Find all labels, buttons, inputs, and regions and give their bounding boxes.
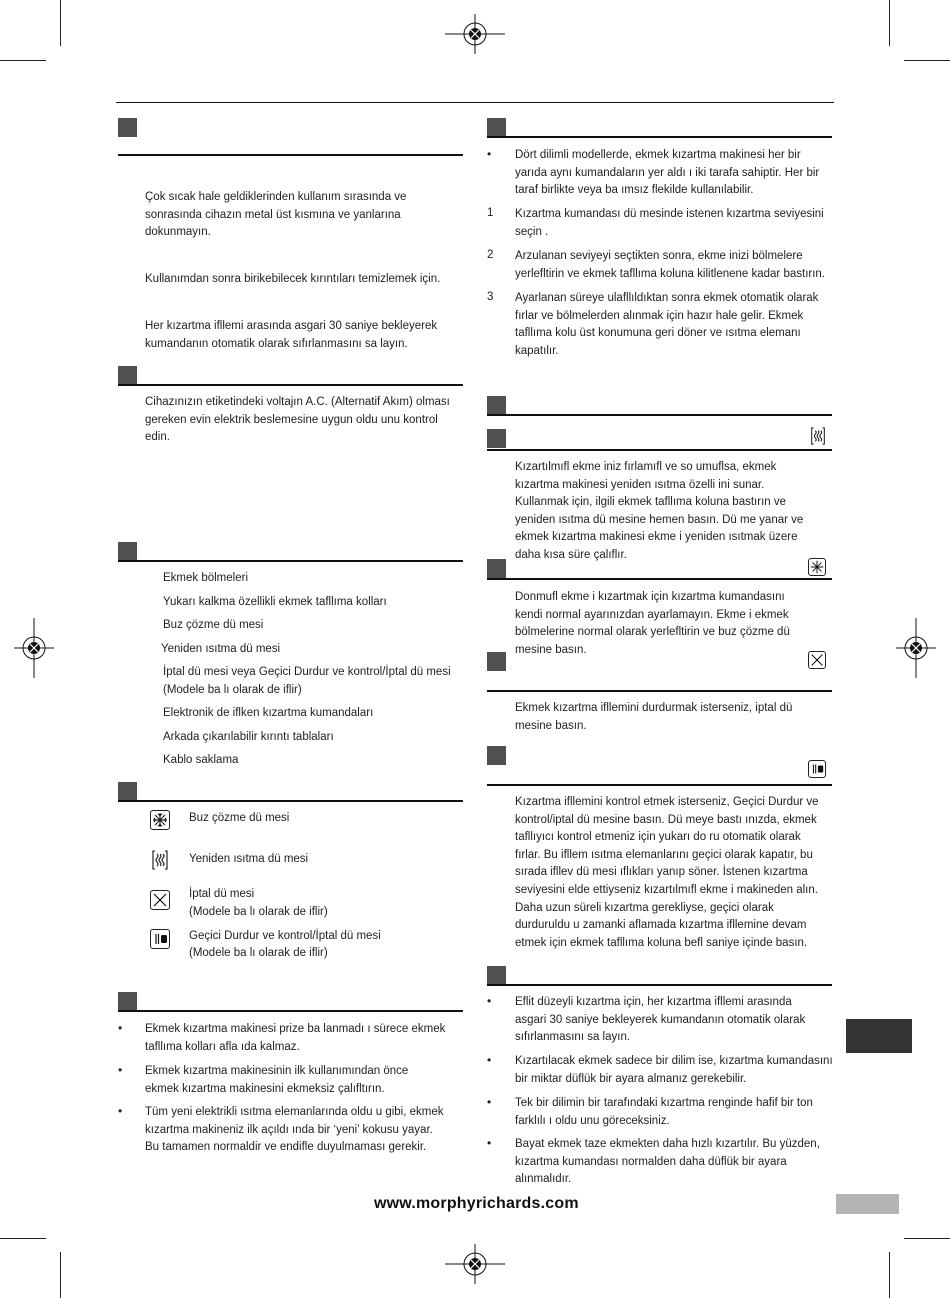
section-rule bbox=[118, 800, 463, 802]
page-number-tab bbox=[836, 1194, 899, 1214]
feature-item: Arkada çıkarılabilir kırıntı tablaları bbox=[163, 731, 334, 743]
section-marker bbox=[118, 542, 137, 561]
section-marker bbox=[118, 366, 137, 385]
feature-item: Elektronik de iflken kızartma kumandaları bbox=[163, 707, 374, 719]
section-marker bbox=[487, 966, 506, 985]
registration-mark-icon bbox=[445, 1244, 505, 1284]
section-marker bbox=[118, 782, 137, 801]
icon-label: Geçici Durdur ve kontrol/İptal dü mesi bbox=[189, 930, 381, 942]
crop-mark bbox=[60, 1252, 61, 1298]
paragraph: Cihazınızın etiketindeki voltajın A.C. (Alternatif Akım) olması gereken evin elektrik beslemesine uygun oldu unu kontrol edin. bbox=[145, 396, 450, 444]
bullet-text: Ekmek kızartma makinesi prize ba lanmadı ı sürece ekmek tafllıma kolları afla ıda kalmaz. bbox=[145, 1023, 446, 1053]
bullet-text: Ekmek kızartma makinesinin ilk kullanımından önce ekmek kızartma makinesini ekmeksiz çalıfltırın. bbox=[145, 1065, 409, 1095]
section-marker bbox=[487, 652, 506, 671]
section-rule bbox=[118, 560, 463, 562]
bullet-text: Eflit düzeyli kızartma için, her kızartma ifllemi arasında asgari 30 saniye bekleyerek kumandanın otomatik olarak sıfırlanmasını sa layın. bbox=[515, 996, 806, 1044]
paragraph: Kullanımdan sonra birikebilecek kırıntıları temizlemek için. bbox=[145, 273, 441, 285]
reheat-icon bbox=[150, 849, 170, 871]
feature-item: Yeniden ısıtma dü mesi bbox=[161, 643, 281, 655]
section-rule bbox=[118, 384, 463, 386]
section-rule bbox=[487, 784, 832, 786]
crop-mark bbox=[904, 1238, 950, 1239]
section-marker bbox=[118, 992, 137, 1011]
section-rule bbox=[118, 1010, 463, 1012]
crop-mark bbox=[60, 0, 61, 46]
bullet-icon: • bbox=[118, 1021, 123, 1035]
paragraph: Donmufl ekme i kızartmak için kızartma kumandasını kendi normal ayarınızdan ayarlamayın. Ekme i ekmek bölmelerine normal olarak yerlefltirin ve buz çözme dü mesine basın. bbox=[515, 591, 790, 656]
feature-item: Buz çözme dü mesi bbox=[163, 619, 264, 631]
bullet-icon: • bbox=[118, 1104, 123, 1118]
step-text: Arzulanan seviyeyi seçtikten sonra, ekme inizi bölmelere yerlefltirin ve ekmek tafllıma koluna kilitlenene kadar bastırın. bbox=[515, 250, 826, 280]
section-marker bbox=[118, 118, 137, 137]
language-tab bbox=[846, 1019, 912, 1053]
feature-item: Ekmek bölmeleri bbox=[163, 572, 248, 584]
section-marker bbox=[487, 429, 506, 448]
step-number: 2 bbox=[487, 249, 494, 261]
feature-item: (Modele ba lı olarak de iflir) bbox=[163, 684, 302, 696]
section-rule bbox=[487, 136, 832, 138]
section-rule bbox=[487, 449, 832, 451]
footer-url[interactable]: www.morphyrichards.com bbox=[374, 1195, 579, 1212]
top-rule bbox=[116, 102, 834, 103]
bullet-text: Bayat ekmek taze ekmekten daha hızlı kızartılır. Bu yüzden, kızartma kumandası normalden daha düflük bir ayara alınmalıdır. bbox=[515, 1138, 820, 1186]
step-number: 3 bbox=[487, 291, 494, 303]
paragraph: Kızartma ifllemini kontrol etmek isterseniz, Geçici Durdur ve kontrol/iptal dü mesine basın. Dü meye bastı ınızda, ekmek tafllıyıcı kontrol etmeniz için yukarı do ru otomatik olarak fırlar. Bu ifllem ısıtma elemanlarını geçici olarak kapatır, bu sırada ifllev dü mesi ıflıkları yanıp söner. İstenen kızartma seviyesini elde ettiyseniz kızartılmıfl ekme i makineden alın. Daha uzun süreli kızartma gerekliyse, geçici olarak durduruldu u zamanki aflamada kızartma ifllemine devam etmek için ekmek tafllıma koluna befl saniye içinde basın. bbox=[515, 796, 819, 949]
icon-label: (Modele ba lı olarak de iflir) bbox=[189, 906, 328, 918]
bullet-icon: • bbox=[487, 1053, 492, 1067]
bullet-icon: • bbox=[487, 147, 492, 161]
crop-mark bbox=[904, 60, 950, 61]
bullet-icon: • bbox=[487, 1136, 492, 1150]
registration-mark-icon bbox=[896, 618, 936, 678]
section-rule bbox=[118, 154, 463, 156]
crop-mark bbox=[889, 1252, 890, 1298]
section-marker bbox=[487, 118, 506, 137]
bullet-text: Tüm yeni elektrikli ısıtma elemanlarında oldu u gibi, ekmek kızartma makineniz ilk açıldı ında bir ‘yeni’ kokusu yayar. Bu tamamen normaldir ve endifle duyulmaması gerekir. bbox=[145, 1106, 444, 1154]
crop-mark bbox=[0, 1238, 46, 1239]
paragraph: Çok sıcak hale geldiklerinden kullanım sırasında ve sonrasında cihazın metal üst kısmına ve yanlarına dokunmayın. bbox=[145, 191, 407, 239]
crop-mark bbox=[0, 60, 46, 61]
snowflake-icon bbox=[150, 810, 170, 830]
section-marker bbox=[487, 396, 506, 415]
bullet-icon: • bbox=[487, 1095, 492, 1109]
feature-item: Kablo saklama bbox=[163, 754, 239, 766]
registration-mark-icon bbox=[445, 14, 505, 54]
section-rule bbox=[487, 578, 832, 580]
bullet-text: Tek bir dilimin bir tarafındaki kızartma renginde hafif bir ton farklılı ı oldu unu göreceksiniz. bbox=[515, 1097, 813, 1127]
icon-label: Yeniden ısıtma dü mesi bbox=[189, 853, 309, 865]
step-number: 1 bbox=[487, 207, 494, 219]
paragraph: Her kızartma ifllemi arasında asgari 30 saniye bekleyerek kumandanın otomatik olarak sıfırlanmasını sa layın. bbox=[145, 320, 438, 350]
section-rule bbox=[487, 690, 832, 692]
bullet-text: Kızartılacak ekmek sadece bir dilim ise, kızartma kumandasını bir miktar düflük bir ayara almanız gerekebilir. bbox=[515, 1055, 833, 1085]
cancel-icon bbox=[808, 651, 826, 669]
bullet-icon: • bbox=[487, 994, 492, 1008]
registration-mark-icon bbox=[14, 618, 54, 678]
icon-label: (Modele ba lı olarak de iflir) bbox=[189, 947, 328, 959]
section-rule bbox=[487, 414, 832, 416]
snowflake-icon bbox=[808, 558, 826, 576]
section-marker bbox=[487, 746, 506, 765]
paragraph: Kızartılmıfl ekme iniz fırlamıfl ve so umuflsa, ekmek kızartma makinesi yeniden ısıtma özelli ini sunar. Kullanmak için, ilgili ekmek tafllıma koluna bastırın ve yeniden ısıtma dü mesine hemen basın. Dü me yanar ve ekmek kızartma makinesi ekme i yeniden ısıtmak üzere daha kısa süre çalıflır. bbox=[515, 461, 804, 561]
section-rule bbox=[487, 984, 832, 986]
bullet-text: Dört dilimli modellerde, ekmek kızartma makinesi her bir yarıda aynı kumandaların yer aldı ı iki tarafa sahiptir. Her bir taraf birlikte veya ba ımsız flekilde kullanılabilir. bbox=[515, 149, 820, 197]
cancel-icon bbox=[150, 890, 170, 910]
bullet-icon: • bbox=[118, 1063, 123, 1077]
step-text: Kızartma kumandası dü mesinde istenen kızartma seviyesini seçin . bbox=[515, 208, 824, 238]
feature-item: Yukarı kalkma özellikli ekmek tafllıma kolları bbox=[163, 596, 387, 608]
reheat-icon bbox=[809, 426, 827, 446]
pause-icon bbox=[150, 929, 170, 949]
paragraph: Ekmek kızartma ifllemini durdurmak isterseniz, iptal dü mesine basın. bbox=[515, 702, 793, 732]
icon-label: Buz çözme dü mesi bbox=[189, 812, 290, 824]
pause-icon bbox=[808, 760, 826, 778]
icon-label: İptal dü mesi bbox=[189, 888, 255, 900]
feature-item: İptal dü mesi veya Geçici Durdur ve kontrol/İptal dü mesi bbox=[163, 666, 451, 678]
section-marker bbox=[487, 559, 506, 578]
crop-mark bbox=[889, 0, 890, 46]
step-text: Ayarlanan süreye ulafllıldıktan sonra ekmek otomatik olarak fırlar ve bölmelerden alınmak için hazır hale gelir. Ekmek tafllıma kolu üst konumuna geri döner ve ısıtma elemanı kapatılır. bbox=[515, 292, 819, 357]
